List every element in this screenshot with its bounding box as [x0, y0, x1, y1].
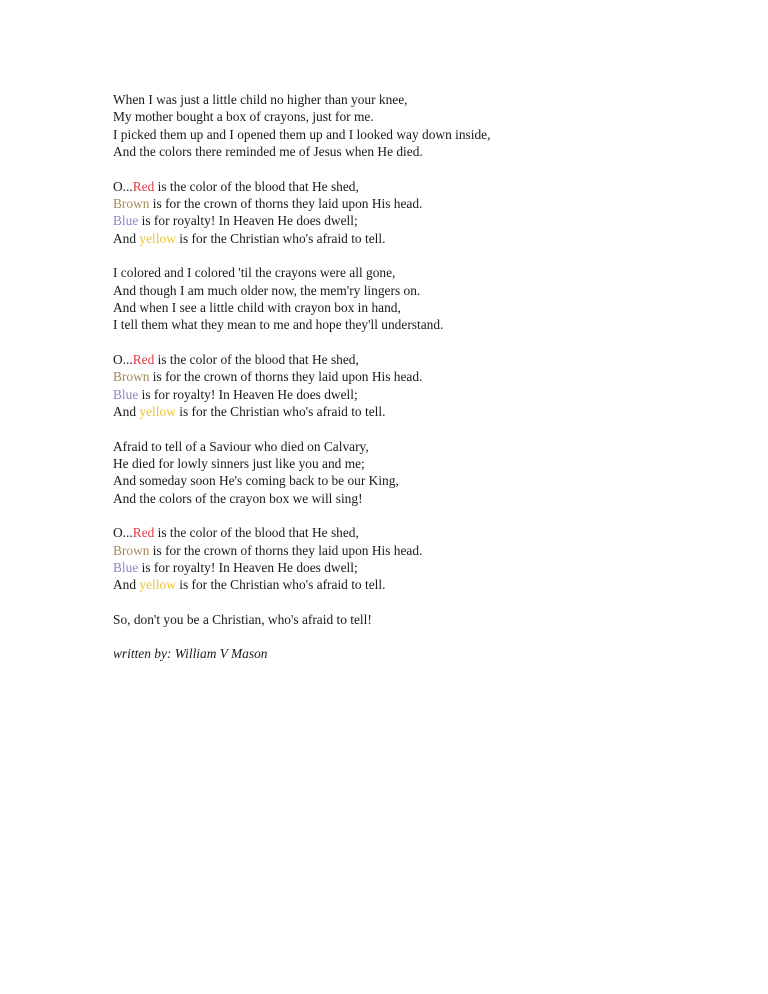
chorus-line-red	[113, 351, 768, 368]
yellow-line-text: is for the Christian who's afraid to tell.	[175, 230, 386, 246]
chorus-line-blue	[113, 559, 768, 576]
verse-line: When I was just a little child no higher than your knee,	[113, 92, 408, 107]
red-line-text: is the color of the blood that He shed,	[154, 351, 359, 367]
verse-line: Afraid to tell of a Saviour who died on Calvary,	[113, 438, 369, 454]
closing-stanza	[113, 611, 768, 628]
brown-word: Brown	[113, 369, 150, 385]
closing-line: So, don't you be a Christian, who's afraid to tell!	[113, 611, 372, 627]
chorus-1	[113, 178, 768, 248]
blue-word: Blue	[113, 559, 139, 575]
verse-line: And the colors of the crayon box we will sing!	[113, 490, 363, 506]
verse-line: I colored and I colored 'til the crayons were all gone,	[113, 265, 396, 281]
o-prefix: O...	[113, 351, 133, 367]
chorus-line-yellow	[113, 576, 768, 593]
verse-3	[113, 438, 768, 508]
blue-line-text: is for royalty! In Heaven He does dwell;	[138, 386, 358, 402]
verse-line: He died for lowly sinners just like you and me;	[113, 455, 365, 471]
yellow-word: yellow	[139, 577, 176, 593]
verse-line: I picked them up and I opened them up and I looked way down inside,	[113, 126, 491, 142]
yellow-line-text: is for the Christian who's afraid to tell.	[175, 404, 386, 420]
and-prefix: And	[113, 577, 140, 593]
verse-line: And the colors there reminded me of Jesus when He died.	[113, 144, 423, 160]
chorus-line-brown	[113, 195, 768, 212]
yellow-line-text: is for the Christian who's afraid to tell.	[175, 577, 386, 593]
yellow-word: yellow	[139, 230, 176, 246]
chorus-line-red	[113, 524, 768, 541]
o-prefix: O...	[113, 525, 133, 541]
verse-2	[113, 264, 768, 334]
and-prefix: And	[113, 404, 140, 420]
chorus-line-blue	[113, 212, 768, 229]
red-line-text: is the color of the blood that He shed,	[154, 525, 359, 541]
chorus-2	[113, 351, 768, 421]
blue-word: Blue	[113, 386, 139, 402]
chorus-3	[113, 524, 768, 594]
chorus-line-yellow	[113, 403, 768, 420]
red-word: Red	[132, 525, 155, 541]
chorus-line-blue	[113, 386, 768, 403]
red-word: Red	[132, 351, 155, 367]
o-prefix: O...	[113, 178, 133, 194]
brown-word: Brown	[113, 542, 150, 558]
brown-word: Brown	[113, 196, 150, 212]
blue-line-text: is for royalty! In Heaven He does dwell;	[138, 213, 358, 229]
verse-line: My mother bought a box of crayons, just for me.	[113, 109, 374, 125]
chorus-line-brown	[113, 368, 768, 385]
chorus-line-red	[113, 178, 768, 195]
red-word: Red	[132, 178, 155, 194]
verse-line: And though I am much older now, the mem'ry lingers on.	[113, 282, 421, 298]
verse-1	[113, 91, 768, 161]
blue-word: Blue	[113, 213, 139, 229]
verse-line: And someday soon He's coming back to be our King,	[113, 473, 399, 489]
red-line-text: is the color of the blood that He shed,	[154, 178, 359, 194]
chorus-line-yellow	[113, 230, 768, 247]
brown-line-text: is for the crown of thorns they laid upon His head.	[149, 369, 423, 385]
chorus-line-brown	[113, 542, 768, 559]
brown-line-text: is for the crown of thorns they laid upon His head.	[149, 196, 423, 212]
yellow-word: yellow	[139, 404, 176, 420]
verse-line: I tell them what they mean to me and hope they'll understand.	[113, 317, 444, 333]
blue-line-text: is for royalty! In Heaven He does dwell;	[138, 559, 358, 575]
verse-line: And when I see a little child with crayon box in hand,	[113, 300, 401, 316]
and-prefix: And	[113, 230, 140, 246]
brown-line-text: is for the crown of thorns they laid upon His head.	[149, 542, 423, 558]
author-credit: written by: William V Mason	[113, 646, 268, 662]
